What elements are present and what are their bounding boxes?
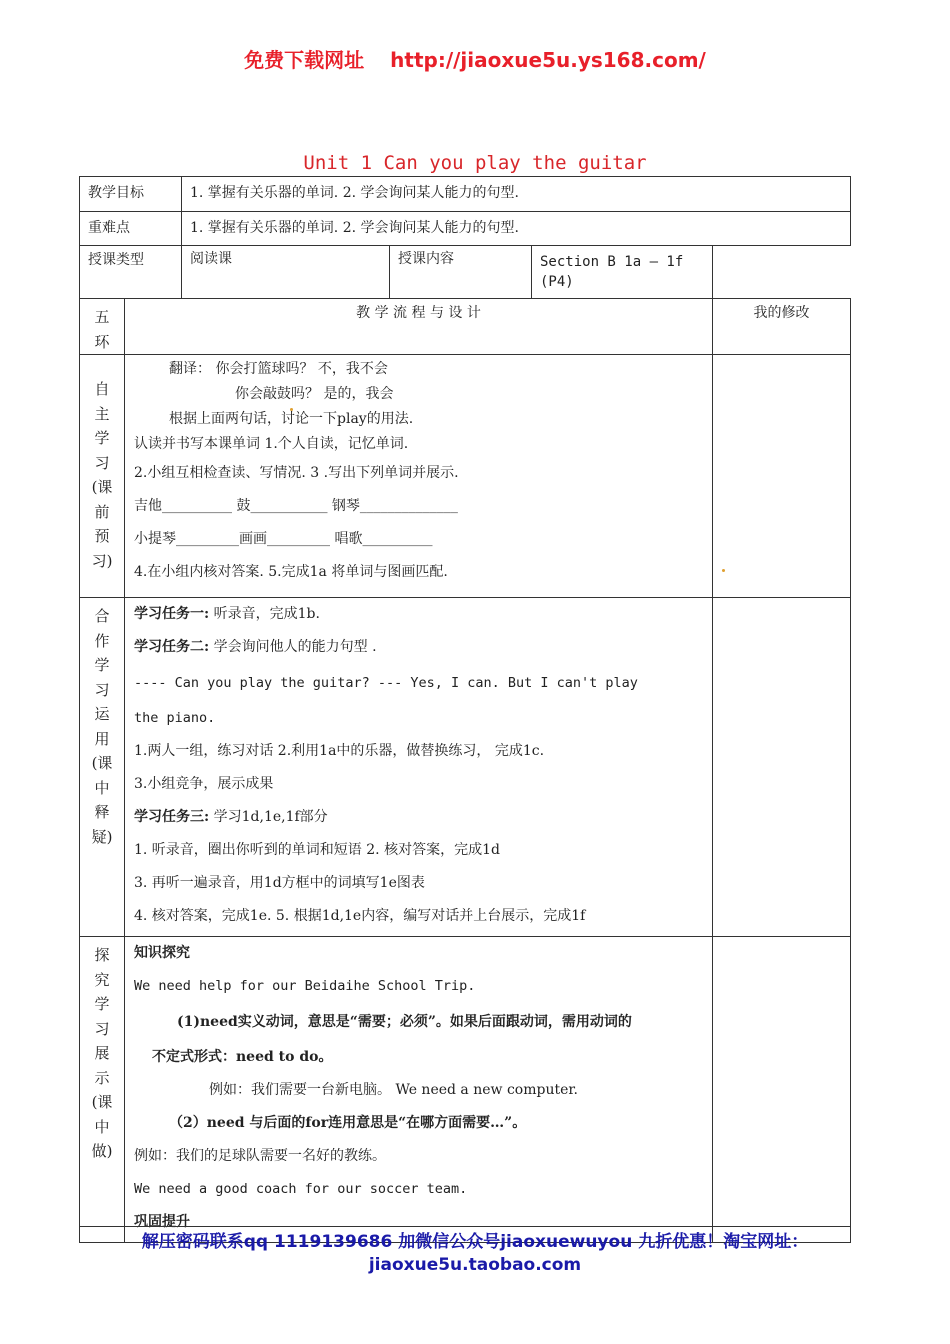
stage1-label: 自主学习(课前预习) (91, 380, 113, 570)
example-line: We need a good coach for our soccer team. (134, 1181, 468, 1197)
task3-text: 学习1d,1e,1f部分 (209, 809, 328, 825)
stage1-line: 2.小组互相检查读、写情况. 3 .写出下列单词并展示. (134, 465, 459, 481)
grammar-point: 不定式形式：need to do。 (152, 1049, 333, 1065)
consolidation-heading: 巩固提升 (134, 1214, 190, 1230)
stray-mark (290, 408, 293, 411)
col-stages: 五环 (94, 308, 110, 351)
footer (0, 1231, 950, 1277)
stage3-content (125, 937, 713, 1243)
download-header (0, 44, 950, 73)
practice-line: 4. 核对答案，完成1e. 5. 根据1d,1e内容，编写对话并上台展示，完成1f (134, 908, 586, 924)
dialog-line: ---- Can you play the guitar? --- Yes, I can. But I can't play (134, 675, 638, 691)
practice-line: 1.两人一组，练习对话 2.利用1a中的乐器，做替换练习， 完成1c. (134, 743, 545, 759)
task2-label: 学习任务二: (134, 639, 210, 655)
content-label: 授课内容 (398, 251, 454, 267)
col-flow: 教 学 流 程 与 设 计 (356, 305, 481, 321)
dialog-line: the piano. (134, 710, 216, 726)
lesson-plan-table (79, 176, 851, 1243)
practice-line: 3. 再听一遍录音，用1d方框中的词填写1e图表 (134, 875, 425, 891)
stage1-line: 4.在小组内核对答案. 5.完成1a 将单词与图画匹配. (134, 564, 448, 580)
goal-text: 1. 掌握有关乐器的单词. 2. 学会询问某人能力的句型. (190, 185, 519, 201)
goal-label: 教学目标 (88, 185, 144, 201)
content-value: Section B 1a — 1f (P4) (540, 254, 684, 290)
stage2-row (80, 598, 851, 937)
footer-shop-url[interactable]: jiaoxue5u.taobao.com (368, 1255, 582, 1275)
example-sentence: We need help for our Beidaihe School Trip. (134, 978, 476, 994)
stage1-content (125, 355, 713, 598)
stage2-label: 合作学习运用(课中释疑) (91, 607, 113, 846)
example-line: 例如：我们的足球队需要一名好的教练。 (134, 1148, 386, 1164)
stage1-line: 根据上面两句话，讨论一下play的用法. (169, 411, 414, 427)
knowledge-heading: 知识探究 (134, 945, 190, 961)
stage1-revise (713, 355, 851, 598)
difficulty-row (80, 212, 851, 246)
practice-line: 3.小组竞争，展示成果 (134, 776, 274, 792)
stage1-line: 翻译： 你会打篮球吗？ 不，我不会 (169, 361, 388, 377)
grammar-point: （2）need 与后面的for连用意思是“在哪方面需要…”。 (169, 1115, 527, 1131)
difficulty-label: 重难点 (88, 220, 130, 236)
header-label: 免费下载网址 (244, 48, 365, 72)
stage1-line: 你会敲鼓吗？ 是的，我会 (235, 386, 394, 402)
footer-divider (79, 1226, 850, 1227)
page-title: Unit 1 Can you play the guitar (303, 152, 647, 174)
stage1-line: 小提琴_________画画_________ 唱歌__________ (134, 531, 433, 547)
stage2-revise (713, 598, 851, 937)
stage3-revise (713, 937, 851, 1243)
stray-mark (722, 569, 725, 572)
example-line: 例如：我们需要一台新电脑。 We need a new computer. (209, 1082, 579, 1098)
type-label: 授课类型 (88, 252, 144, 268)
difficulty-text: 1. 掌握有关乐器的单词. 2. 学会询问某人能力的句型. (190, 220, 519, 236)
col-revise: 我的修改 (753, 305, 810, 321)
grammar-point: (1)need实义动词，意思是“需要；必须”。如果后面跟动词，需用动词的 (177, 1014, 632, 1030)
task3-label: 学习任务三: (134, 809, 210, 825)
stage3-row (80, 937, 851, 1243)
stage1-line: 吉他__________ 鼓___________ 钢琴______________ (134, 498, 458, 514)
goal-row (80, 177, 851, 212)
stage3-label: 探究学习展示(课中做) (91, 946, 113, 1160)
type-value: 阅读课 (190, 251, 232, 267)
stage1-row (80, 355, 851, 598)
type-row (80, 246, 851, 299)
stage2-content (125, 598, 713, 937)
practice-line: 1. 听录音，圈出你听到的单词和短语 2. 核对答案，完成1d (134, 842, 500, 858)
task1-label: 学习任务一: (134, 606, 210, 622)
header-url[interactable]: http://jiaoxue5u.ys168.com/ (390, 48, 706, 72)
task2-text: 学会询问他人的能力句型 . (209, 639, 377, 655)
task1-text: 听录音，完成1b. (209, 606, 320, 622)
column-header-row (80, 299, 851, 355)
stage1-line: 认读并书写本课单词 1.个人自读，记忆单词. (134, 436, 409, 452)
footer-contact: 解压密码联系qq 1119139686 加微信公众号jiaoxuewuyou 九折优惠！淘宝网址： (141, 1232, 809, 1252)
